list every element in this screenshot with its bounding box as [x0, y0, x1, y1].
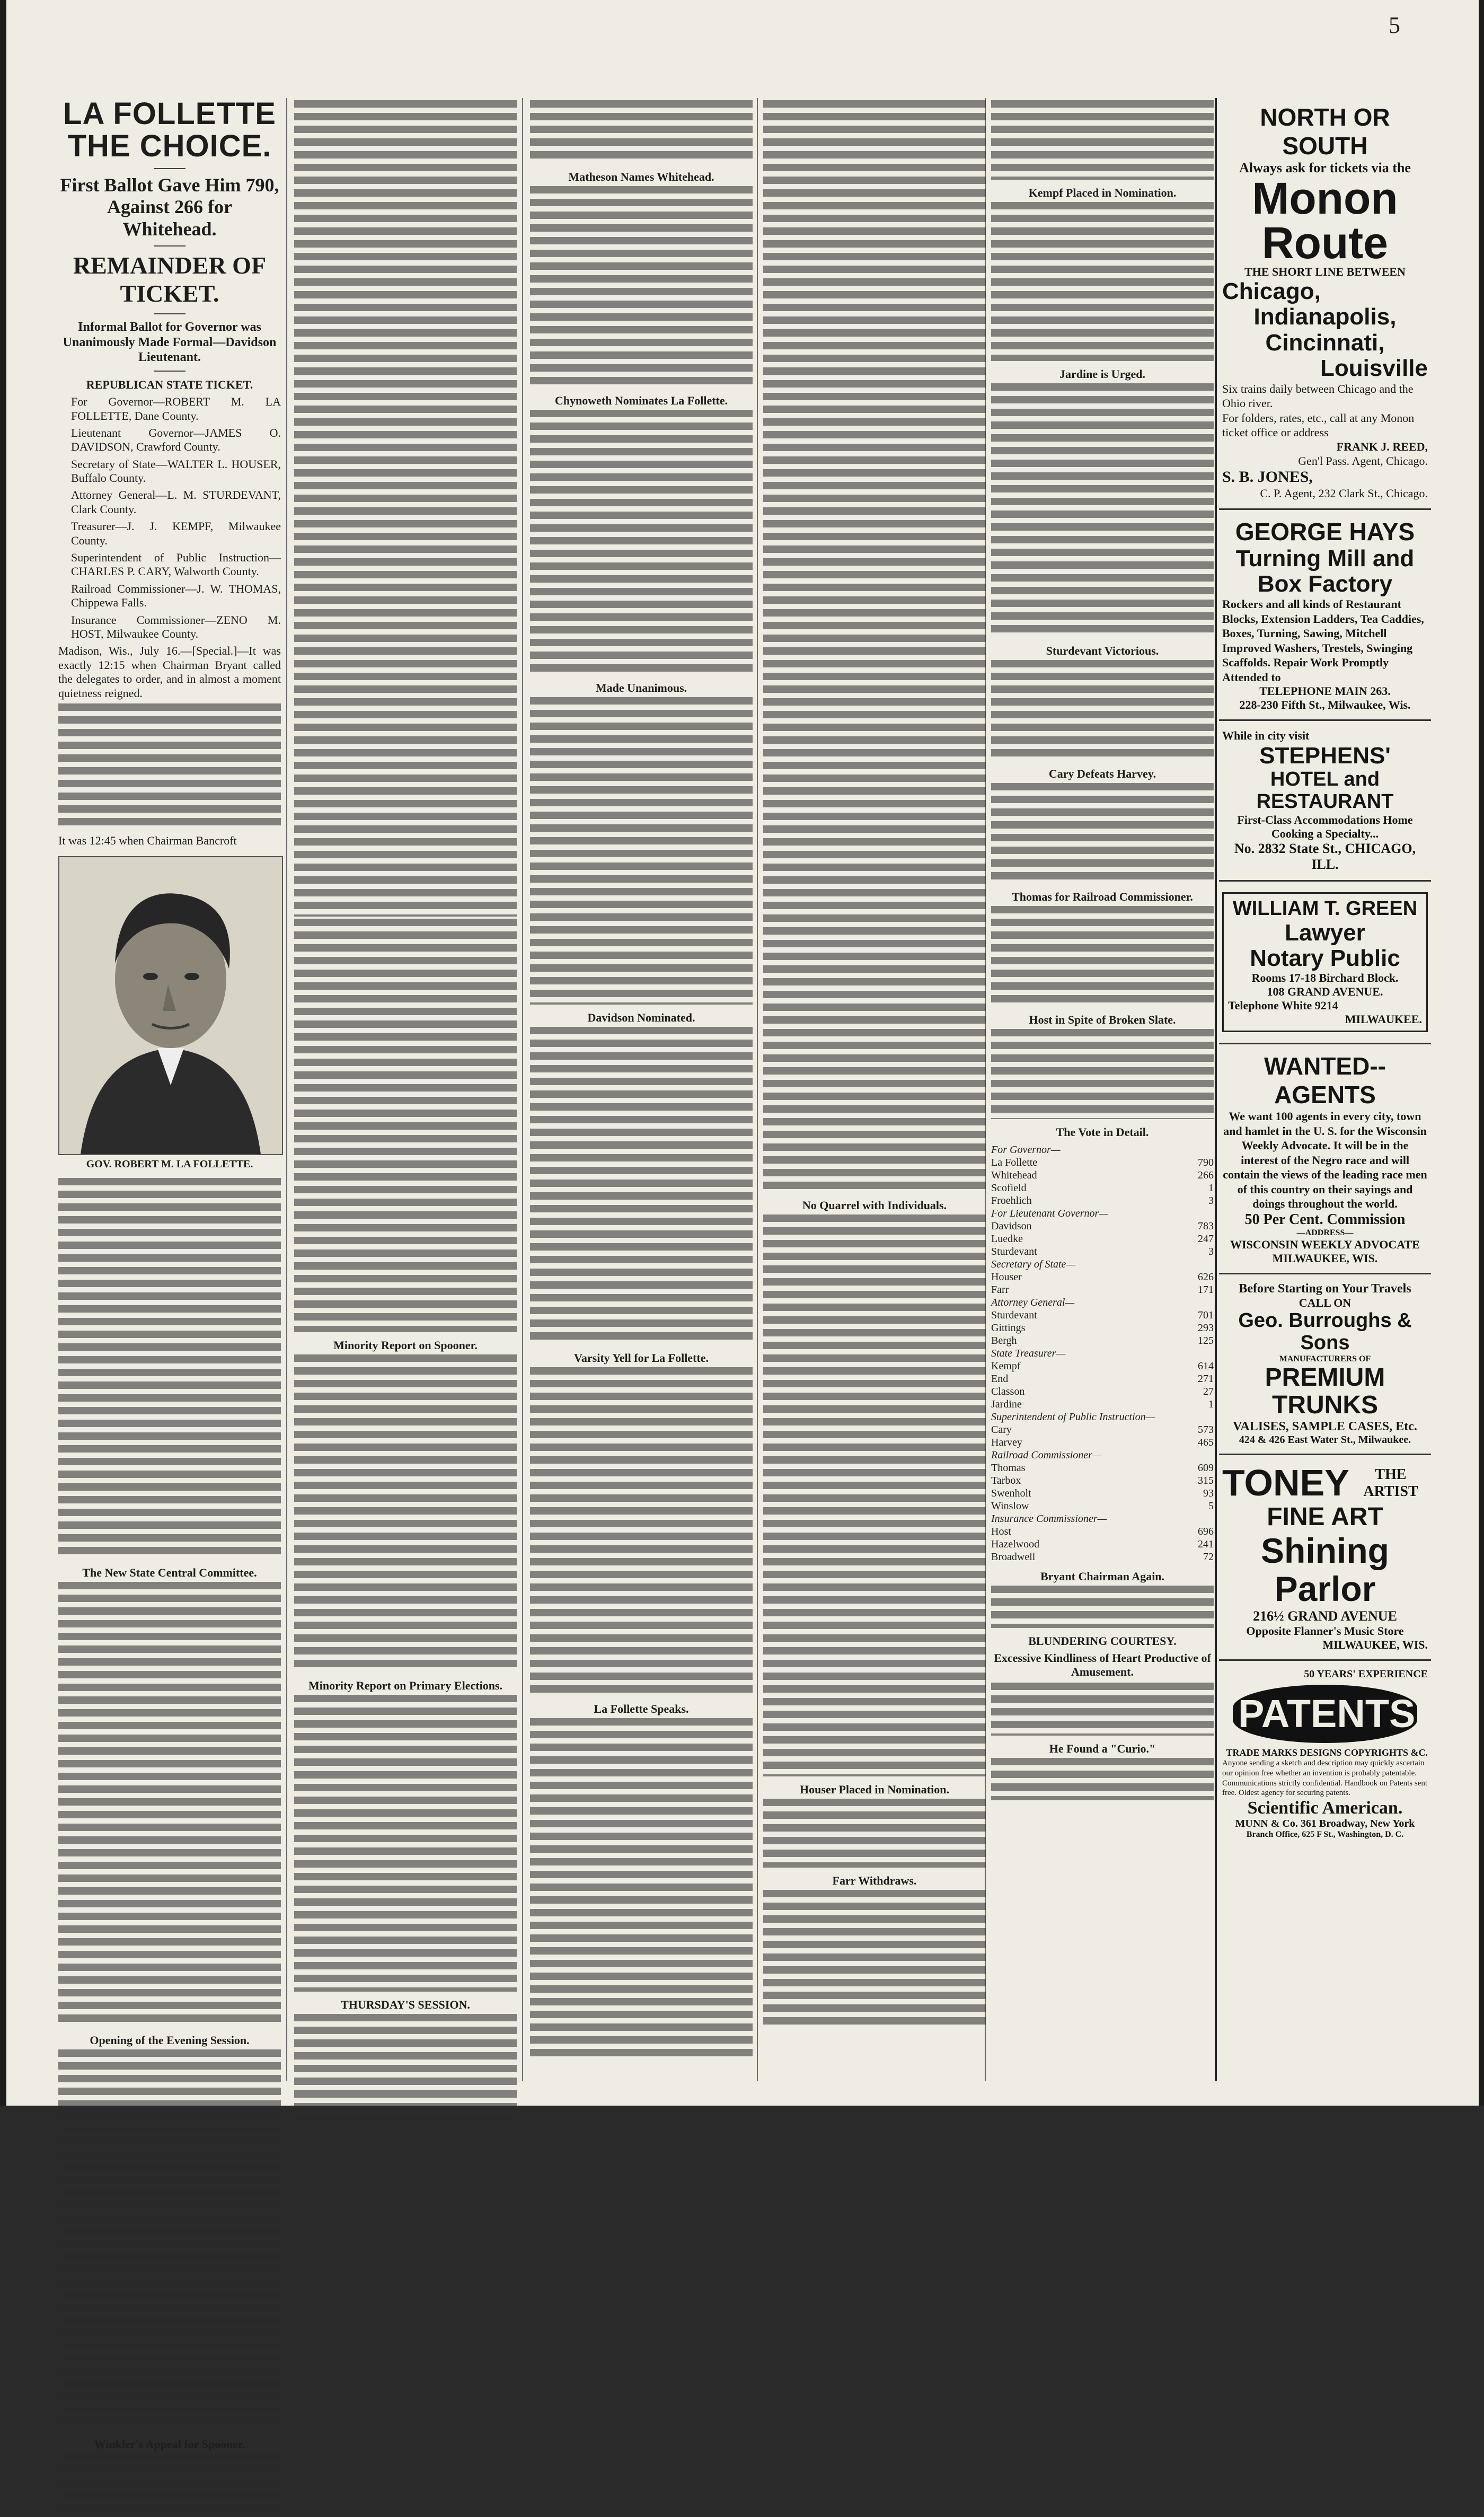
body-text [530, 697, 753, 1005]
subheading: Chynoweth Nominates La Follette. [554, 394, 728, 407]
vote-candidate: Swenholt [991, 1488, 1031, 1499]
vote-row [991, 1423, 1214, 1436]
column-4 [763, 98, 986, 2081]
vote-candidate: Sturdevant [991, 1309, 1037, 1321]
column-rule-heavy [1215, 98, 1217, 2081]
ad-line: —ADDRESS— [1296, 1228, 1354, 1237]
ad-line: FRANK J. REED, [1336, 439, 1428, 453]
ticket-item: Lieutenant Governor—JAMES O. DAVIDSON, Crawford County. [71, 426, 281, 454]
vote-candidate: Cary [991, 1424, 1012, 1436]
vote-row [991, 1169, 1214, 1182]
vote-count: 790 [1198, 1157, 1214, 1168]
vote-candidate: Insurance Commissioner— [991, 1513, 1107, 1525]
ad-line: WISCONSIN WEEKLY ADVOCATE [1230, 1237, 1420, 1251]
divider [154, 245, 186, 247]
ad-line: Gen'l Pass. Agent, Chicago. [1298, 454, 1428, 468]
ad-line: HOTEL and RESTAURANT [1256, 768, 1394, 813]
body-text [763, 100, 986, 1192]
burroughs-trunks-ad [1219, 1274, 1431, 1455]
ticket-item: Attorney General—L. M. STURDEVANT, Clark County. [71, 488, 281, 516]
subheading: Winkler's Appeal for Spooner. [94, 2437, 245, 2451]
body-text [530, 1718, 753, 2057]
dateline-paragraph: Madison, Wis., July 16.—[Special.]—It was exactly 12:15 when Chairman Bryant called the delegates to order, and in almost a moment quietness reigned. [58, 644, 281, 700]
vote-count: 1 [1208, 1182, 1214, 1194]
ad-line: Before Starting on Your Travels [1239, 1281, 1411, 1296]
monon-route-ad [1219, 95, 1431, 510]
ad-line: Shining Parlor [1261, 1530, 1389, 1609]
toney-shining-parlor-ad [1219, 1455, 1431, 1661]
subheading-deck: Excessive Kindliness of Heart Productive of Amusement. [994, 1651, 1211, 1679]
vote-row [991, 1487, 1214, 1500]
ad-line: C. P. Agent, 232 Clark St., Chicago. [1260, 487, 1428, 500]
ad-line: MILWAUKEE. [1345, 1013, 1422, 1026]
vote-count: 315 [1198, 1475, 1214, 1486]
subheading: Host in Spite of Broken Slate. [1029, 1013, 1176, 1026]
stephens-hotel-ad [1219, 721, 1431, 881]
vote-candidate: Classon [991, 1386, 1025, 1397]
vote-row [991, 1220, 1214, 1233]
ad-line: Six trains daily between Chicago and the Ohio river. [1222, 382, 1414, 410]
vote-row [991, 1512, 1214, 1525]
body-line: It was 12:45 when Chairman Bancroft [58, 833, 237, 847]
ad-line: Rooms 17-18 Birchard Block. [1251, 971, 1399, 985]
vote-candidate: Bergh [991, 1335, 1017, 1346]
vote-row [991, 1551, 1214, 1563]
ad-line: NORTH OR SOUTH [1260, 103, 1390, 160]
ad-line: PATENTS [1238, 1692, 1416, 1736]
vote-candidate: Tarbox [991, 1475, 1021, 1486]
ad-line: Rockers and all kinds of Restaurant Blocks, Extension Ladders, Tea Caddies, Boxes, Turning, Sawing, Mitchell Improved Washers, Trestels, Swinging Scaffolds. Repair Work Promptly Attended to [1222, 597, 1424, 684]
ad-line: PREMIUM TRUNKS [1265, 1363, 1385, 1420]
page-edge-right [1479, 0, 1484, 2106]
vote-candidate: Superintendent of Public Instruction— [991, 1411, 1155, 1423]
subheading: Cary Defeats Harvey. [1048, 767, 1156, 780]
portrait-image [58, 856, 283, 1155]
ad-line: Louisville [1320, 355, 1428, 382]
body-text [294, 2014, 517, 2120]
body-text [530, 1027, 753, 1345]
body-text [991, 1683, 1214, 1736]
body-text [58, 2453, 281, 2517]
ad-line: THE ARTIST [1363, 1466, 1418, 1500]
subheading: Houser Placed in Nomination. [800, 1783, 949, 1796]
ad-line: 216½ GRAND AVENUE [1253, 1608, 1397, 1624]
ticket-item: Treasurer—J. J. KEMPF, Milwaukee County. [71, 520, 281, 547]
ad-line: WANTED--AGENTS [1264, 1052, 1386, 1109]
ad-line: MANUFACTURERS OF [1279, 1354, 1371, 1363]
patents-ad [1219, 1661, 1431, 1847]
vote-candidate: Whitehead [991, 1169, 1037, 1181]
vote-candidate: Attorney General— [991, 1297, 1075, 1308]
body-text [58, 703, 281, 831]
column-3 [530, 98, 753, 2081]
page-number: 5 [1389, 12, 1400, 38]
vote-row [991, 1322, 1214, 1334]
ad-line: Cincinnati, [1265, 329, 1385, 356]
vote-candidate: Winslow [991, 1500, 1029, 1512]
ad-line: MILWAUKEE, WIS. [1272, 1251, 1378, 1265]
vote-candidate: Froehlich [991, 1195, 1032, 1207]
ad-line: GEORGE HAYS [1235, 517, 1415, 545]
ad-line: S. B. JONES, [1222, 468, 1313, 486]
ad-line: Geo. Burroughs & Sons [1238, 1309, 1412, 1354]
body-text [991, 100, 1214, 180]
vote-row [991, 1436, 1214, 1449]
william-green-ad [1219, 882, 1431, 1045]
vote-candidate: Harvey [991, 1437, 1022, 1448]
wanted-agents-ad [1219, 1044, 1431, 1274]
ad-line: VALISES, SAMPLE CASES, Etc. [1233, 1420, 1417, 1434]
vote-count: 171 [1198, 1284, 1214, 1296]
subheading: Varsity Yell for La Follette. [574, 1351, 709, 1365]
body-text [991, 202, 1214, 361]
divider [154, 168, 186, 169]
subheading: Kempf Placed in Nomination. [1028, 186, 1177, 199]
vote-row [991, 1143, 1214, 1156]
advertisement-column [1219, 95, 1431, 2078]
vote-count: 696 [1198, 1526, 1214, 1537]
vote-row [991, 1360, 1214, 1372]
vote-candidate: For Lieutenant Governor— [991, 1208, 1109, 1219]
vote-candidate: End [991, 1373, 1009, 1385]
headline-deck: REMAINDER OF TICKET. [73, 251, 267, 307]
vote-candidate: Scofield [991, 1182, 1027, 1194]
vote-row [991, 1296, 1214, 1309]
subheading: Bryant Chairman Again. [1040, 1570, 1165, 1583]
vote-row [991, 1347, 1214, 1360]
ad-line: Scientific American. [1247, 1798, 1403, 1818]
vote-count: 614 [1198, 1360, 1214, 1372]
ad-line: MILWAUKEE, WIS. [1322, 1638, 1428, 1652]
vote-count: 626 [1198, 1271, 1214, 1283]
ad-line: THE SHORT LINE BETWEEN [1244, 265, 1406, 278]
ad-line: While in city visit [1222, 729, 1310, 743]
ticket-heading: REPUBLICAN STATE TICKET. [86, 378, 253, 392]
vote-count: 293 [1198, 1322, 1214, 1334]
vote-candidate: For Governor— [991, 1144, 1061, 1156]
subheading: Farr Withdraws. [832, 1874, 917, 1887]
vote-count: 93 [1203, 1488, 1214, 1499]
vote-candidate: La Follette [991, 1157, 1038, 1168]
vote-row [991, 1245, 1214, 1258]
ad-line: Branch Office, 625 F St., Washington, D. C. [1246, 1830, 1404, 1840]
vote-row [991, 1334, 1214, 1347]
headline-deck: First Ballot Gave Him 790, Against 266 for Whitehead. [60, 174, 279, 240]
vote-candidate: Broadwell [991, 1551, 1036, 1563]
portrait-caption: GOV. ROBERT M. LA FOLLETTE. [86, 1158, 253, 1171]
ad-line: We want 100 agents in every city, town and hamlet in the U. S. for the Wisconsin Weekly Advocate. It will be in the interest of the Negro race and will contain the views of the leading race men of this country on their sayings and doings throughout the world. [1223, 1110, 1427, 1211]
ad-line: TRADE MARKS DESIGNS COPYRIGHTS &C. [1226, 1747, 1428, 1758]
vote-candidate: Kempf [991, 1360, 1021, 1372]
subheading: Opening of the Evening Session. [90, 2034, 250, 2047]
vote-row [991, 1156, 1214, 1169]
subheading: Matheson Names Whitehead. [568, 170, 714, 183]
ad-line: Chicago, [1222, 278, 1321, 304]
ad-line: 108 GRAND AVENUE. [1267, 985, 1383, 999]
ticket-item: Secretary of State—WALTER L. HOUSER, Buffalo County. [71, 457, 281, 485]
subheading: He Found a "Curio." [1049, 1741, 1156, 1755]
ad-line: Monon Route [1252, 173, 1398, 268]
vote-count: 241 [1198, 1538, 1214, 1550]
vote-candidate: Farr [991, 1284, 1009, 1296]
vote-count: 609 [1198, 1462, 1214, 1474]
body-text [530, 410, 753, 675]
vote-candidate: Railroad Commissioner— [991, 1449, 1102, 1461]
ticket-item: For Governor—ROBERT M. LA FOLLETTE, Dane County. [71, 395, 281, 423]
vote-candidate: Jardine [991, 1398, 1022, 1410]
vote-count: 783 [1198, 1220, 1214, 1232]
ad-line: 50 Per Cent. Commission [1244, 1211, 1406, 1228]
ad-line: CALL ON [1298, 1296, 1352, 1309]
vote-row [991, 1258, 1214, 1271]
body-text [294, 100, 517, 917]
body-text [530, 100, 753, 164]
column-1 [58, 96, 281, 2451]
subheading: THURSDAY'S SESSION. [341, 1998, 470, 2011]
subheading: Made Unanimous. [595, 681, 687, 694]
ad-line: First-Class Accommodations Home Cooking a Specialty... [1237, 813, 1413, 840]
ad-line: Turning Mill and Box Factory [1235, 545, 1415, 597]
vote-row [991, 1411, 1214, 1423]
vote-count: 271 [1198, 1373, 1214, 1385]
vote-count: 465 [1198, 1437, 1214, 1448]
body-text [991, 383, 1214, 638]
vote-candidate: Hazelwood [991, 1538, 1040, 1550]
vote-candidate: Sturdevant [991, 1246, 1037, 1257]
vote-row [991, 1207, 1214, 1220]
body-text [763, 1890, 986, 2028]
ad-line: 228-230 Fifth St., Milwaukee, Wis. [1239, 698, 1411, 712]
body-text [294, 1354, 517, 1673]
body-text [294, 1695, 517, 1992]
vote-candidate: State Treasurer— [991, 1348, 1066, 1359]
ad-line: Opposite Flanner's Music Store [1246, 1624, 1404, 1638]
ad-line: WILLIAM T. GREEN [1232, 897, 1418, 920]
body-text [58, 1582, 281, 2027]
body-text [991, 1029, 1214, 1119]
vote-table [991, 1143, 1214, 1563]
vote-row [991, 1538, 1214, 1551]
ad-line: Indianapolis, [1253, 304, 1397, 330]
vote-count: 27 [1203, 1386, 1214, 1397]
subheading: No Quarrel with Individuals. [802, 1199, 947, 1212]
vote-row [991, 1525, 1214, 1538]
vote-count: 247 [1198, 1233, 1214, 1245]
ad-line: Notary Public [1250, 945, 1400, 972]
ticket-item: Insurance Commissioner—ZENO M. HOST, Milwaukee County. [71, 613, 281, 640]
vote-count: 3 [1208, 1246, 1214, 1257]
vote-candidate: Thomas [991, 1462, 1026, 1474]
body-text [763, 1215, 986, 1776]
subheading: Minority Report on Primary Elections. [308, 1679, 502, 1692]
vote-candidate: Houser [991, 1271, 1022, 1283]
ad-title-row [1222, 1463, 1428, 1503]
ticket-item: Railroad Commissioner—J. W. THOMAS, Chippewa Falls. [71, 582, 281, 610]
patents-oval [1233, 1685, 1417, 1743]
vote-row [991, 1233, 1214, 1245]
george-hays-ad [1219, 510, 1431, 721]
vote-row [991, 1372, 1214, 1385]
subheading: Davidson Nominated. [587, 1011, 695, 1024]
column-5 [991, 98, 1214, 2081]
ad-line: 424 & 426 East Water St., Milwaukee. [1239, 1434, 1411, 1446]
vote-count: 72 [1203, 1551, 1214, 1563]
ad-line: TONEY [1222, 1462, 1349, 1504]
vote-row [991, 1283, 1214, 1296]
vote-row [991, 1271, 1214, 1283]
ad-line: For folders, rates, etc., call at any Monon ticket office or address [1222, 411, 1415, 439]
body-text [530, 186, 753, 388]
subheading: Thomas for Railroad Commissioner. [1012, 890, 1193, 903]
ad-line: Lawyer [1285, 919, 1365, 946]
subheading: BLUNDERING COURTESY. [1028, 1634, 1177, 1648]
vote-count: 701 [1198, 1309, 1214, 1321]
ad-line: Always ask for tickets via the [1239, 160, 1411, 175]
subheading: La Follette Speaks. [594, 1702, 689, 1715]
body-text [991, 1586, 1214, 1628]
subheading: Sturdevant Victorious. [1046, 644, 1159, 657]
column-rule [522, 98, 523, 2081]
body-text [294, 919, 517, 1332]
subheading: Jardine is Urged. [1059, 367, 1145, 381]
body-text [530, 1367, 753, 1696]
ad-line: STEPHENS' [1259, 742, 1391, 769]
vote-row [991, 1182, 1214, 1194]
lead-headline: LA FOLLETTE THE CHOICE. [63, 96, 276, 163]
ad-line: 50 YEARS' EXPERIENCE [1304, 1668, 1428, 1680]
body-text [991, 783, 1214, 884]
vote-count: 1 [1208, 1398, 1214, 1410]
subheading: The New State Central Committee. [82, 1566, 257, 1580]
subheading: The Vote in Detail. [1056, 1125, 1149, 1139]
vote-candidate: Host [991, 1526, 1011, 1537]
column-rule [286, 98, 287, 2081]
headline-deck: Informal Ballot for Governor was Unanimously Made Formal—Davidson Lieutenant. [63, 320, 277, 365]
vote-row [991, 1309, 1214, 1322]
divider [154, 371, 186, 372]
portrait-illustration [59, 857, 282, 1154]
ticket-item: Superintendent of Public Instruction—CHARLES P. CARY, Walworth County. [71, 551, 281, 578]
body-text [763, 1799, 986, 1868]
vote-count: 125 [1198, 1335, 1214, 1346]
divider [154, 313, 186, 314]
vote-candidate: Davidson [991, 1220, 1032, 1232]
body-text [58, 1178, 281, 1560]
ad-line: No. 2832 State St., CHICAGO, ILL. [1234, 840, 1416, 872]
column-rule [757, 98, 758, 2081]
vote-candidate: Luedke [991, 1233, 1023, 1245]
vote-count: 5 [1208, 1500, 1214, 1512]
ad-line: Telephone White 9214 [1228, 999, 1338, 1013]
body-text [58, 2049, 281, 2431]
ad-line: Anyone sending a sketch and description may quickly ascertain our opinion free whether an invention is probably patentable. Communications strictly confidential. Handbook on Patents sent free. Oldest agency for securing patents. [1222, 1759, 1428, 1798]
vote-count: 3 [1208, 1195, 1214, 1207]
vote-row [991, 1385, 1214, 1398]
body-text [991, 1758, 1214, 1800]
vote-row [991, 1449, 1214, 1462]
body-text [991, 906, 1214, 1007]
vote-count: 573 [1198, 1424, 1214, 1436]
ad-line: TELEPHONE MAIN 263. [1259, 684, 1391, 698]
body-text [991, 660, 1214, 761]
ad-line: MUNN & Co. 361 Broadway, New York [1235, 1818, 1415, 1830]
ad-line: FINE ART [1267, 1503, 1383, 1532]
vote-row [991, 1500, 1214, 1512]
subheading: Minority Report on Spooner. [333, 1339, 478, 1352]
vote-candidate: Gittings [991, 1322, 1026, 1334]
vote-row [991, 1194, 1214, 1207]
vote-count: 266 [1198, 1169, 1214, 1181]
vote-row [991, 1462, 1214, 1474]
vote-candidate: Secretary of State— [991, 1258, 1076, 1270]
vote-row [991, 1398, 1214, 1411]
column-2 [294, 98, 517, 2081]
ad-border [1222, 892, 1428, 1033]
page-edge-left [0, 0, 6, 2106]
vote-row [991, 1474, 1214, 1487]
